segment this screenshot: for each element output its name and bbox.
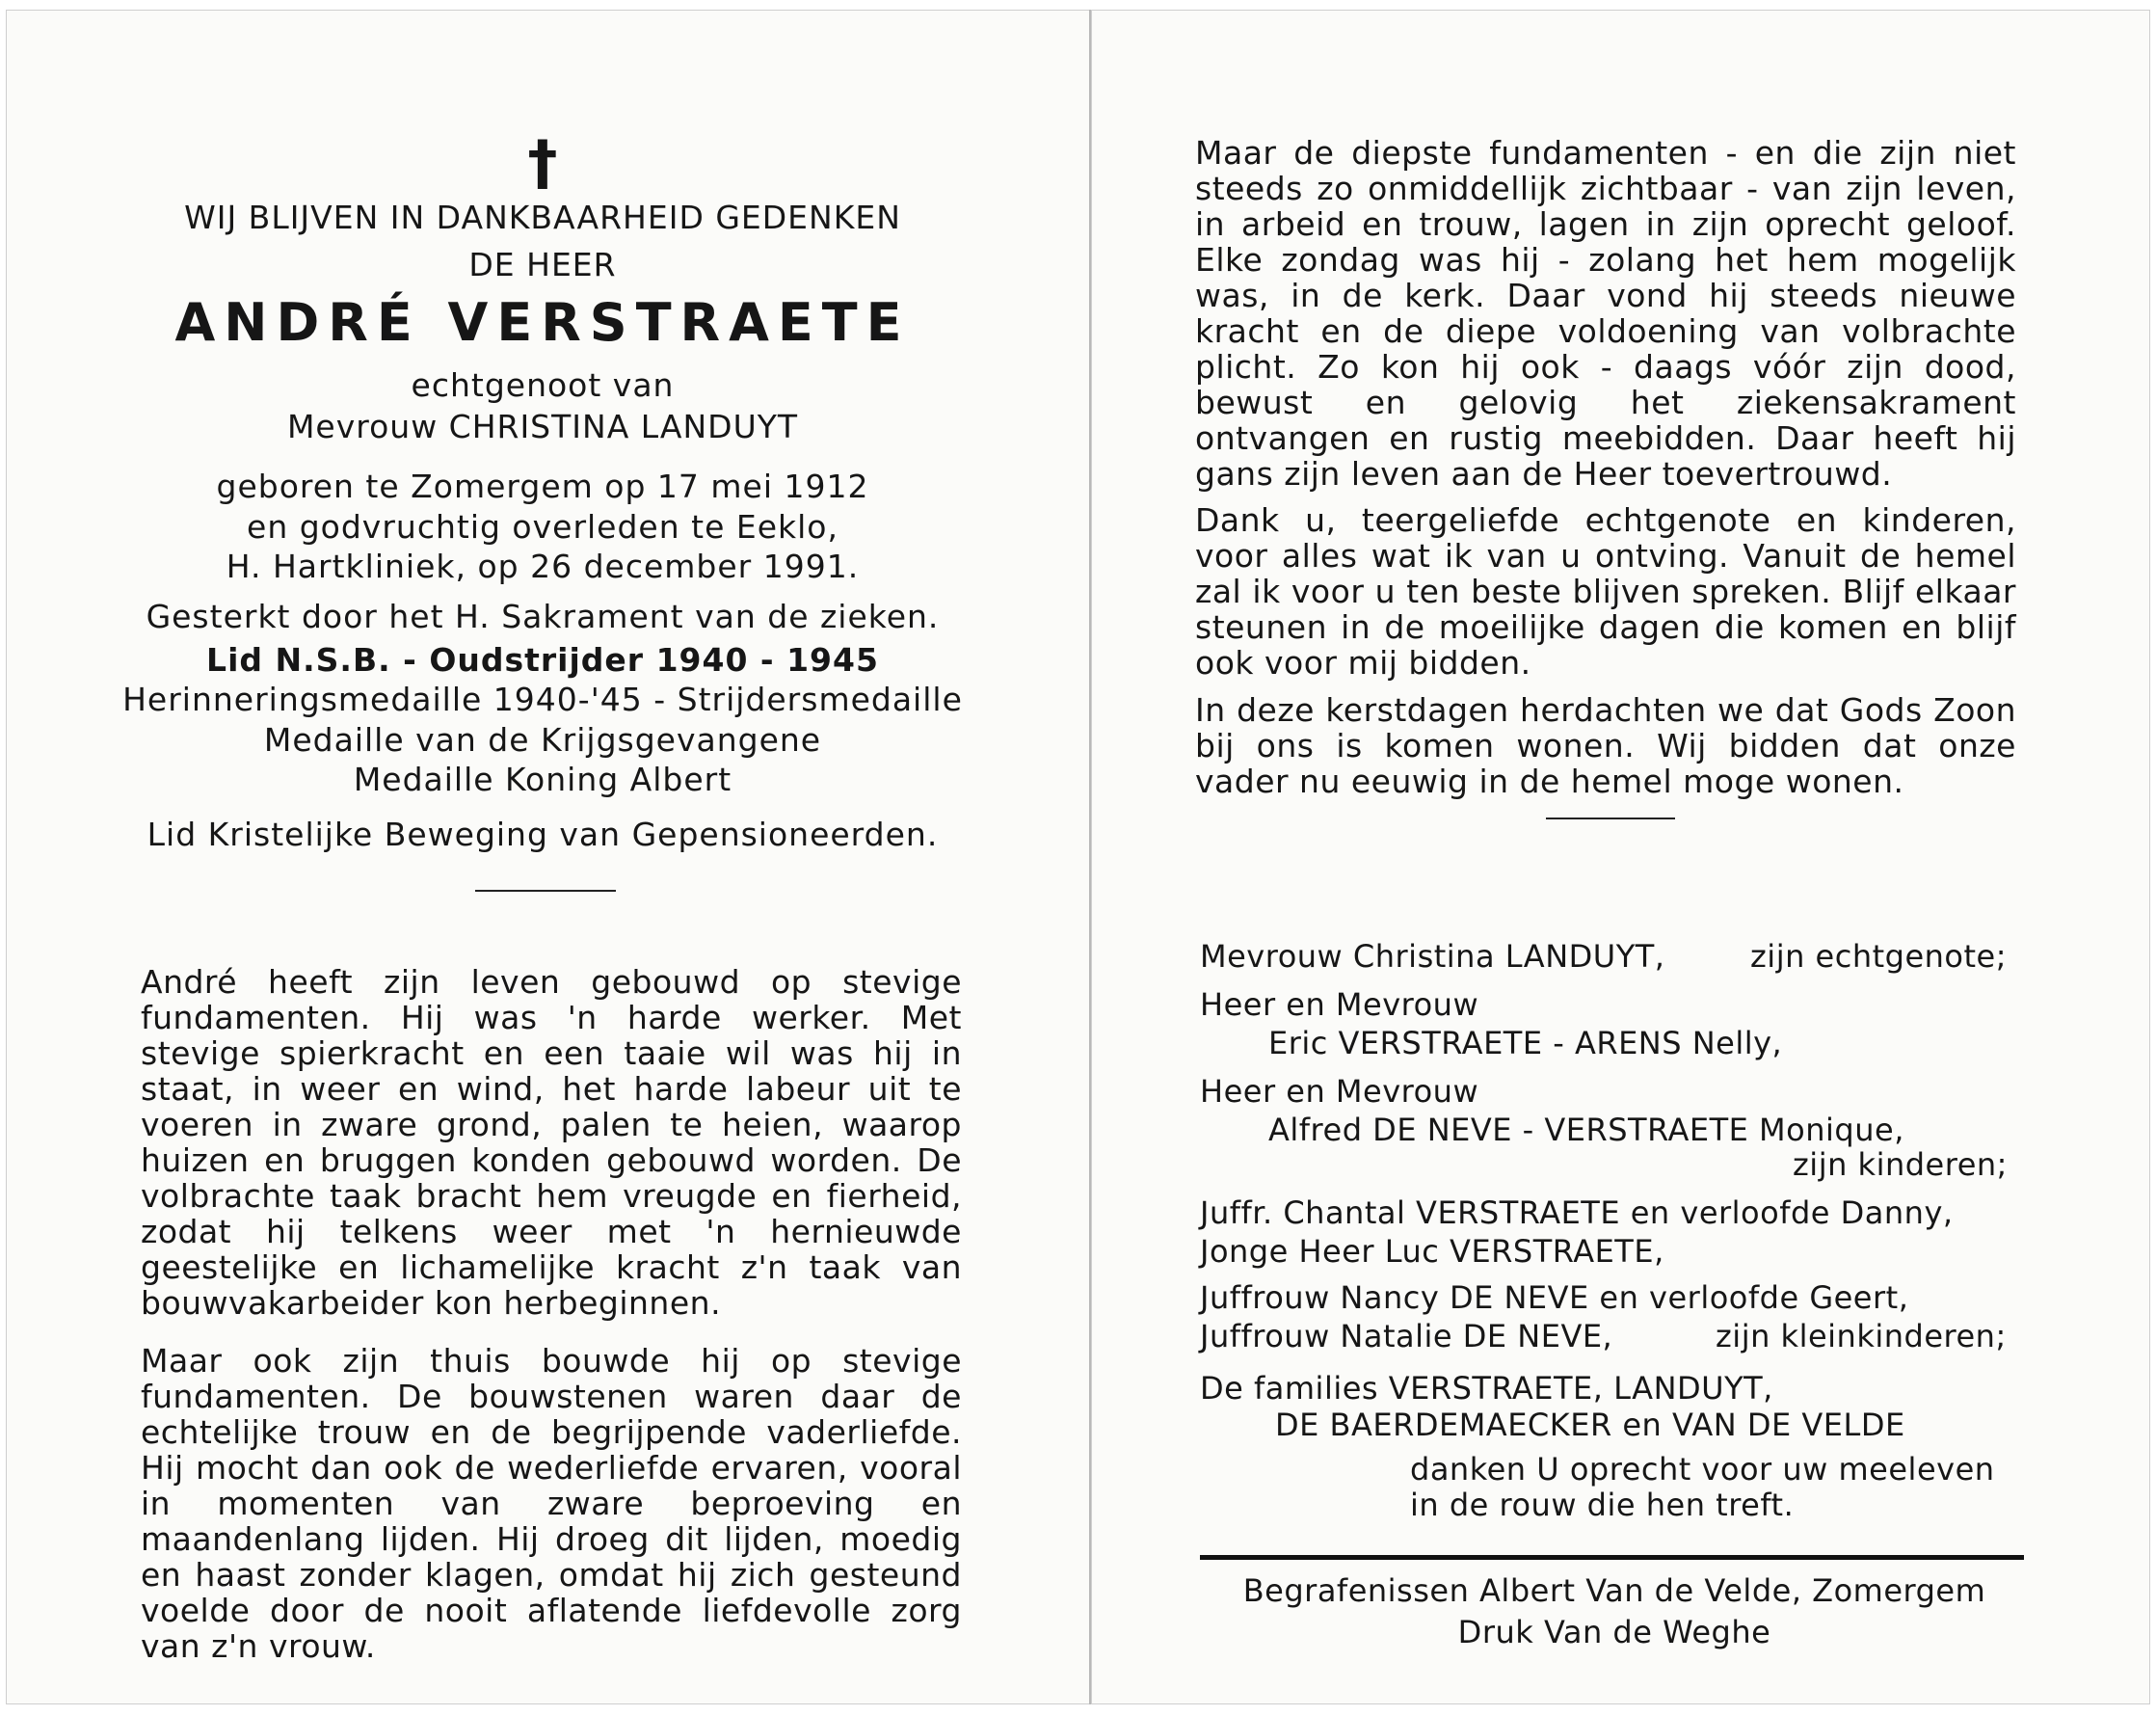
header-line-1: WIJ BLIJVEN IN DANKBAARHEID GEDENKEN <box>184 199 901 236</box>
family-spouse: Mevrouw Christina LANDUYT, <box>1200 938 1665 975</box>
membership-line: Lid Kristelijke Beweging van Gepensioneerden. <box>146 816 939 853</box>
medal-line-3: Medaille Koning Albert <box>353 761 732 798</box>
left-separator <box>475 890 616 892</box>
family-grandchild-3: Juffrouw Nancy DE NEVE en verloofde Geert, <box>1200 1279 1909 1316</box>
cross-icon: † <box>527 127 558 198</box>
family-couple-1-names: Eric VERSTRAETE - ARENS Nelly, <box>1268 1025 1783 1061</box>
family-spouse-role: zijn echtgenote; <box>1750 938 2008 975</box>
family-grandchildren-role: zijn kleinkinderen; <box>1716 1318 2007 1354</box>
death-line-1: en godvruchtig overleden te Eeklo, <box>247 508 838 546</box>
family-couple-1-title: Heer en Mevrouw <box>1200 986 1479 1023</box>
sacrament-line: Gesterkt door het H. Sakrament van de zieken. <box>146 598 940 635</box>
left-paragraph-2: Maar ook zijn thuis bouwde hij op stevige fundamenten. De bouwstenen waren daar de echtelijke trouw en de begrijpende vaderliefde. Hij mocht dan ook de wederliefde ervaren, vooral in momenten van zware beproeving en maandenlang lijden. Hij droeg dit lijden, moedig en haast zonder klagen, omdat hij zich gesteund voelde door de nooit aflatende liefdevolle zorg van z'n vrouw. <box>141 1342 962 1665</box>
right-paragraph-3: In deze kerstdagen herdachten we dat Gods Zoon bij ons is komen wonen. Wij bidden dat onze vader nu eeuwig in de hemel moge wonen. <box>1195 691 2016 800</box>
page-fold <box>1089 10 1091 1704</box>
header-line-2: DE HEER <box>468 246 617 283</box>
families-line-1: De families VERSTRAETE, LANDUYT, <box>1200 1370 1773 1407</box>
veteran-line: Lid N.S.B. - Oudstrijder 1940 - 1945 <box>206 641 879 679</box>
family-couple-2-names: Alfred DE NEVE - VERSTRAETE Monique, <box>1268 1112 1904 1148</box>
family-grandchild-2: Jonge Heer Luc VERSTRAETE, <box>1200 1233 1664 1270</box>
family-grandchild-1: Juffr. Chantal VERSTRAETE en verloofde Danny, <box>1200 1194 1954 1231</box>
footer-undertaker: Begrafenissen Albert Van de Velde, Zomergem <box>1242 1572 1986 1609</box>
thanks-line-1: danken U oprecht voor uw meeleven <box>1410 1451 1995 1488</box>
medal-line-1: Herinneringsmedaille 1940-'45 - Strijdersmedaille <box>122 681 963 718</box>
medal-line-2: Medaille van de Krijgsgevangene <box>263 721 822 759</box>
family-children-role: zijn kinderen; <box>1793 1146 2008 1183</box>
death-line-2: H. Hartkliniek, op 26 december 1991. <box>226 548 860 585</box>
left-paragraph-1: André heeft zijn leven gebouwd op stevige fundamenten. Hij was 'n harde werker. Met stevige spierkracht en een taaie wil was hij in staat, in weer en wind, het harde labeur uit te voeren in zware grond, palen te heien, waarop huizen en bruggen konden gebouwd worden. De volbrachte taak bracht hem vreugde en fierheid, zodat hij telkens weer met 'n hernieuwde geestelijke en lichamelijke kracht z'n taak van bouwvakarbeider kon herbeginnen. <box>141 963 962 1322</box>
deceased-name: ANDRÉ VERSTRAETE <box>174 292 911 353</box>
thanks-line-2: in de rouw die hen treft. <box>1410 1487 1795 1523</box>
footer-rule <box>1200 1555 2024 1560</box>
right-paragraph-2: Dank u, teergeliefde echtgenote en kinderen, voor alles wat ik van u ontving. Vanuit de hemel zal ik voor u ten beste blijven spreken. Blijf elkaar steunen in de moeilijke dagen die komen en blijf ook voor mij bidden. <box>1195 501 2016 682</box>
family-grandchild-4: Juffrouw Natalie DE NEVE, <box>1200 1318 1613 1354</box>
families-line-2: DE BAERDEMAECKER en VAN DE VELDE <box>1275 1407 1905 1443</box>
right-paragraph-1: Maar de diepste fundamenten - en die zijn niet steeds zo onmiddellijk zichtbaar - van zijn leven, in arbeid en trouw, lagen in zijn oprecht geloof. Elke zondag was hij - zolang het hem mogelijk was, in de kerk. Daar vond hij steeds nieuwe kracht en de diepe voldoening van volbrachte plicht. Zo kon hij ook - daags vóór zijn dood, bewust en gelovig het ziekensakrament ontvangen en rustig meebidden. Daar heeft hij gans zijn leven aan de Heer toevertrouwd. <box>1195 134 2016 493</box>
right-separator <box>1546 818 1675 819</box>
spouse-name: Mevrouw CHRISTINA LANDUYT <box>286 408 799 445</box>
birth-line: geboren te Zomergem op 17 mei 1912 <box>216 468 869 505</box>
footer-printer: Druk Van de Weghe <box>1457 1614 1771 1650</box>
family-couple-2-title: Heer en Mevrouw <box>1200 1073 1479 1110</box>
spouse-intro: echtgenoot van <box>411 366 675 404</box>
